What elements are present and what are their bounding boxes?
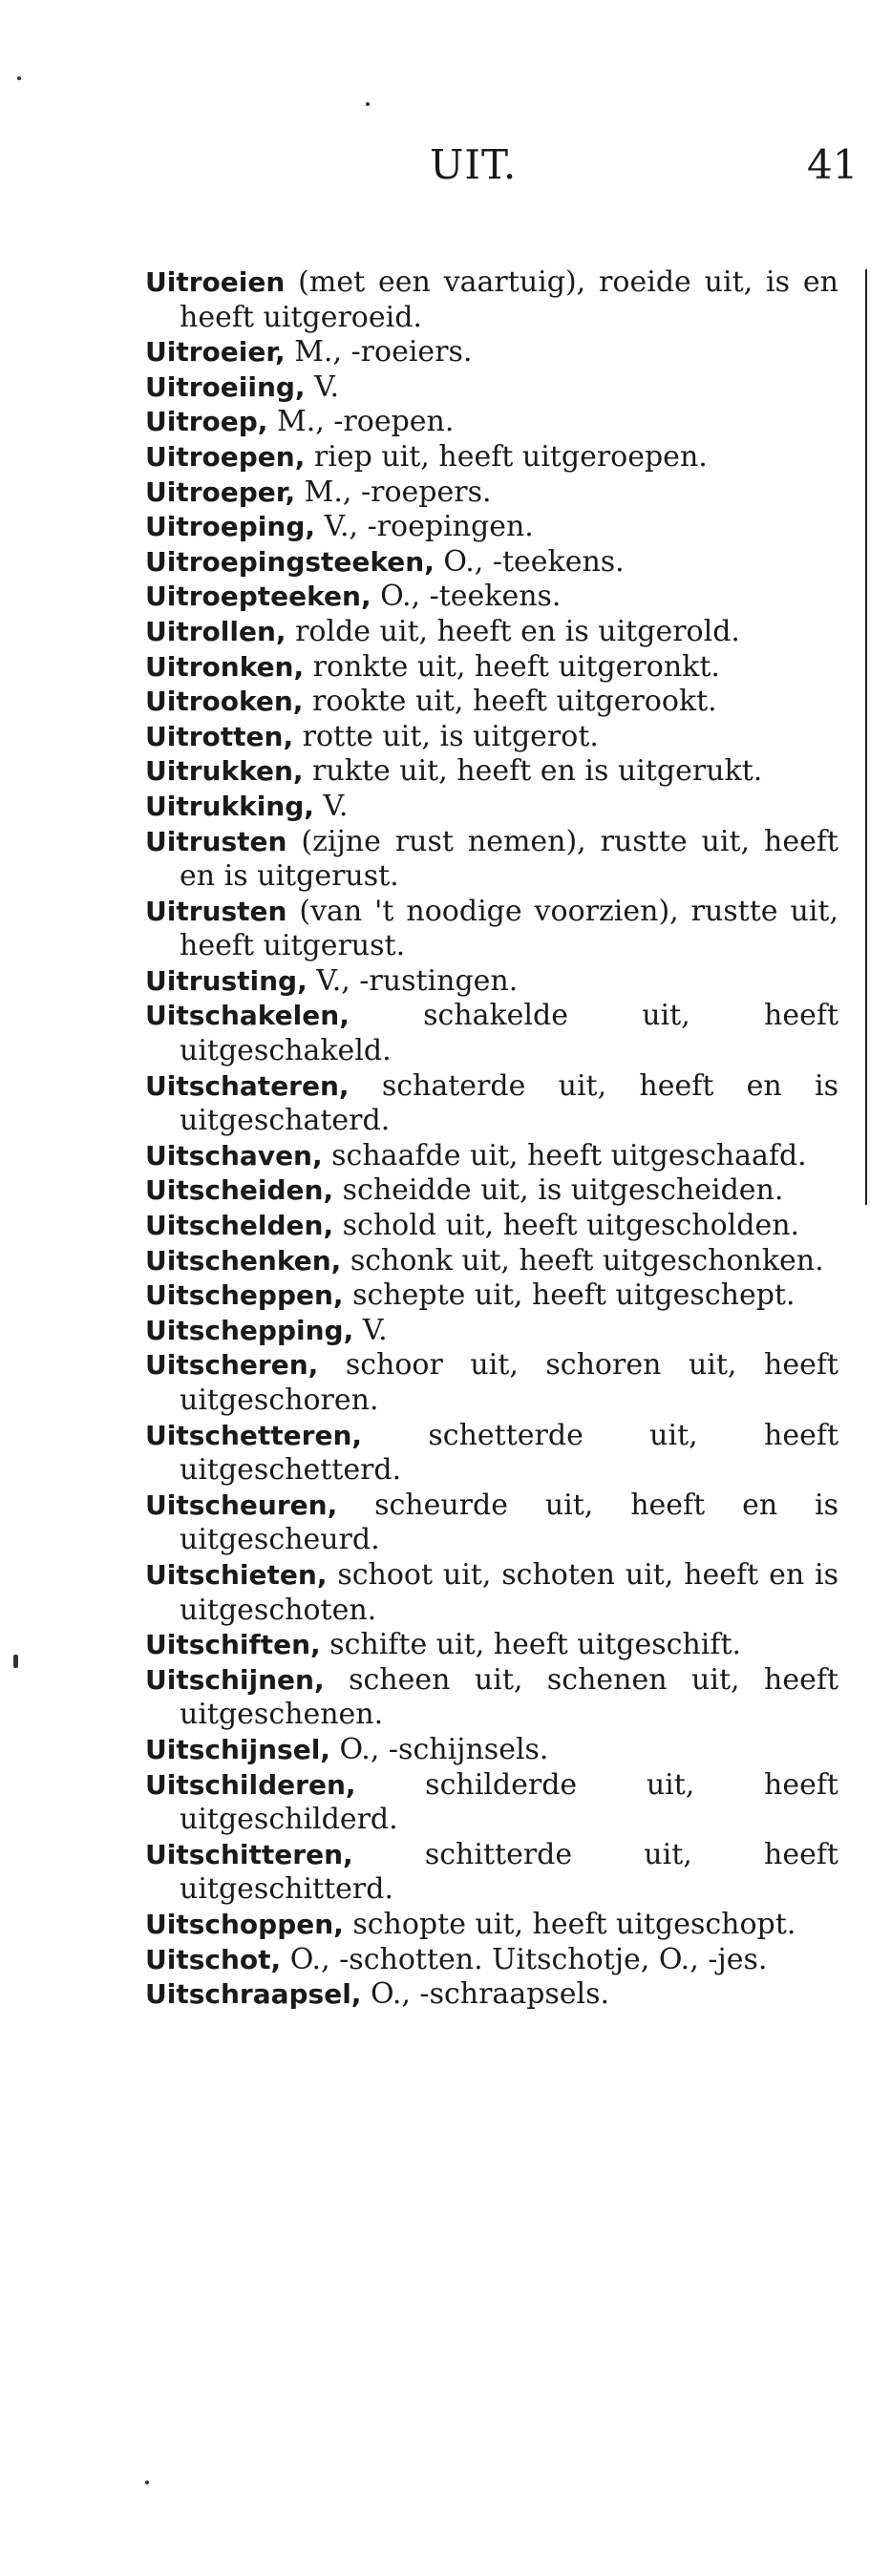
dictionary-entry <box>145 999 838 1068</box>
headword: Uitschelden, <box>145 1210 334 1242</box>
dictionary-entry <box>145 1209 838 1244</box>
entry-text: schakelde uit, heeft uitgeschakeld. <box>180 999 838 1068</box>
headword: Uitrotten, <box>145 720 294 752</box>
entry-text: O., -schotten. Uitschotje, O., -jes. <box>281 1942 768 1976</box>
headword: Uitschaven, <box>145 1139 323 1172</box>
entry-text: schepte uit, heeft uitgeschept. <box>343 1278 796 1313</box>
headword: Uitschetteren, <box>145 1419 363 1451</box>
dictionary-entry <box>145 615 838 650</box>
ink-speck <box>145 2481 149 2484</box>
headword: Uitschenken, <box>145 1244 342 1277</box>
entry-text: scheidde uit, is uitgescheiden. <box>333 1173 784 1208</box>
ink-speck <box>13 1655 18 1668</box>
entry-text: M., -roepers. <box>295 475 492 509</box>
headword: Uitroeiing, <box>145 370 306 403</box>
dictionary-entry <box>145 825 838 895</box>
headword: Uitrooken, <box>145 686 304 718</box>
dictionary-entry <box>145 1838 838 1908</box>
dictionary-entry <box>145 1139 838 1174</box>
headword: Uitschijnsel, <box>145 1733 330 1765</box>
entry-text: schetterde uit, heeft uitgeschetterd. <box>180 1418 838 1488</box>
dictionary-entry <box>145 1348 838 1418</box>
entry-text: schaafde uit, heeft uitgeschaafd. <box>322 1138 807 1172</box>
dictionary-entry <box>145 1489 838 1558</box>
entry-text: (van 't noodige voorzien), rustte uit, heeft uitgerust. <box>180 894 838 963</box>
entry-text: (met een vaartuig), roeide uit, is en heeft uitgeroeid. <box>180 265 838 334</box>
dictionary-entry <box>145 1977 838 2013</box>
dictionary-entry <box>145 335 838 370</box>
dictionary-entry <box>145 1943 838 1978</box>
dictionary-entry <box>145 440 838 475</box>
column-rule <box>865 269 867 1205</box>
dictionary-entry <box>145 1173 838 1209</box>
entry-text: riep uit, heeft uitgeroepen. <box>305 439 708 474</box>
headword: Uitroep, <box>145 406 268 438</box>
entry-text: rolde uit, heeft en is uitgerold. <box>286 614 740 648</box>
dictionary-entry <box>145 1278 838 1314</box>
dictionary-entry <box>145 265 838 335</box>
entry-text: schitterde uit, heeft uitgeschitterd. <box>180 1837 838 1907</box>
dictionary-entry <box>145 1558 838 1628</box>
headword: Uitroeper, <box>145 475 296 508</box>
entry-text: O., -schraapsels. <box>361 1977 610 2012</box>
headword: Uitscheiden, <box>145 1174 334 1207</box>
dictionary-entry <box>145 475 838 511</box>
headword: Uitschakelen, <box>145 1000 350 1032</box>
running-head: UIT. <box>430 141 518 188</box>
entry-text: schold uit, heeft uitgescholden. <box>333 1209 800 1243</box>
headword: Uitschiften, <box>145 1629 321 1661</box>
page-header <box>0 141 870 199</box>
headword: Uitschijnen, <box>145 1663 325 1696</box>
entry-text: rukte uit, heeft en is uitgerukt. <box>303 754 763 789</box>
entry-text: schilderde uit, heeft uitgeschilderd. <box>180 1767 838 1837</box>
headword: Uitrukking, <box>145 790 314 822</box>
dictionary-entry <box>145 1733 838 1768</box>
entry-text: V. <box>305 370 340 404</box>
headword: Uitroeping, <box>145 511 316 543</box>
dictionary-entry <box>145 1628 838 1663</box>
dictionary-entry <box>145 545 838 581</box>
dictionary-entry <box>145 754 838 790</box>
dictionary-entry <box>145 1768 838 1838</box>
entry-text: V., -roepingen. <box>315 510 534 544</box>
dictionary-entry <box>145 790 838 825</box>
entry-text: schifte uit, heeft uitgeschift. <box>320 1628 742 1662</box>
headword: Uitrusting, <box>145 964 308 997</box>
entry-text: scheurde uit, heeft en is uitgescheurd. <box>180 1488 838 1557</box>
headword: Uitrukken, <box>145 755 304 788</box>
entry-text: V. <box>313 789 349 823</box>
entry-text: scheen uit, schenen uit, heeft uitgeschenen. <box>180 1662 838 1732</box>
headword: Uitschateren, <box>145 1069 350 1102</box>
dictionary-entry <box>145 1908 838 1943</box>
headword: Uitronken, <box>145 650 305 683</box>
entry-text: V. <box>353 1313 388 1347</box>
dictionary-entry <box>145 1244 838 1279</box>
dictionary-entry <box>145 1663 838 1733</box>
dictionary-entries <box>145 265 838 2013</box>
entry-text: O., -schijnsels. <box>329 1732 549 1766</box>
headword: Uitroeien <box>145 266 286 298</box>
entry-text: (zijne rust nemen), rustte uit, heeft en is uitgerust. <box>180 824 838 894</box>
entry-text: schonk uit, heeft uitgeschonken. <box>341 1243 824 1277</box>
entry-text: M., -roeiers. <box>285 335 473 370</box>
headword: Uitschepping, <box>145 1314 354 1346</box>
dictionary-entry <box>145 895 838 964</box>
headword: Uitrusten <box>145 895 287 927</box>
headword: Uitroepteeken, <box>145 581 371 613</box>
page-number: 41 <box>807 141 859 188</box>
entry-text: ronkte uit, heeft uitgeronkt. <box>304 649 720 684</box>
headword: Uitrusten <box>145 825 287 857</box>
dictionary-entry <box>145 650 838 686</box>
dictionary-entry <box>145 370 838 406</box>
entry-text: O., -teekens. <box>371 580 562 614</box>
entry-text: V., -rustingen. <box>307 963 519 998</box>
headword: Uitschieten, <box>145 1558 328 1591</box>
dictionary-entry <box>145 580 838 615</box>
entry-text: schopte uit, heeft uitgeschopt. <box>343 1907 796 1941</box>
dictionary-entry <box>145 964 838 1000</box>
entry-text: schoor uit, schoren uit, heeft uitgeschoren. <box>180 1348 838 1417</box>
dictionary-entry <box>145 720 838 755</box>
headword: Uitrollen, <box>145 615 286 647</box>
entry-text: schoot uit, schoten uit, heeft en is uitgeschoten. <box>180 1557 838 1627</box>
headword: Uitschoppen, <box>145 1908 344 1940</box>
headword: Uitscheuren, <box>145 1489 338 1521</box>
headword: Uitschilderen, <box>145 1768 356 1801</box>
headword: Uitschraapsel, <box>145 1978 362 2011</box>
dictionary-entry <box>145 405 838 440</box>
entry-text: M., -roepen. <box>267 405 455 439</box>
ink-speck <box>17 76 21 80</box>
dictionary-entry <box>145 1069 838 1139</box>
headword: Uitschot, <box>145 1943 282 1975</box>
entry-text: schaterde uit, heeft en is uitgeschaterd. <box>180 1068 838 1138</box>
headword: Uitroeier, <box>145 336 286 369</box>
dictionary-entry <box>145 685 838 720</box>
dictionary-entry <box>145 1419 838 1489</box>
entry-text: rookte uit, heeft uitgerookt. <box>303 685 717 719</box>
dictionary-entry <box>145 510 838 545</box>
headword: Uitschitteren, <box>145 1838 353 1870</box>
headword: Uitscheren, <box>145 1349 319 1382</box>
dictionary-entry <box>145 1314 838 1349</box>
entry-text: rotte uit, is uitgerot. <box>293 719 599 753</box>
entry-text: O., -teekens. <box>434 544 625 579</box>
headword: Uitroepingsteeken, <box>145 545 435 578</box>
ink-speck <box>366 102 370 106</box>
headword: Uitroepen, <box>145 440 306 473</box>
headword: Uitscheppen, <box>145 1279 344 1312</box>
